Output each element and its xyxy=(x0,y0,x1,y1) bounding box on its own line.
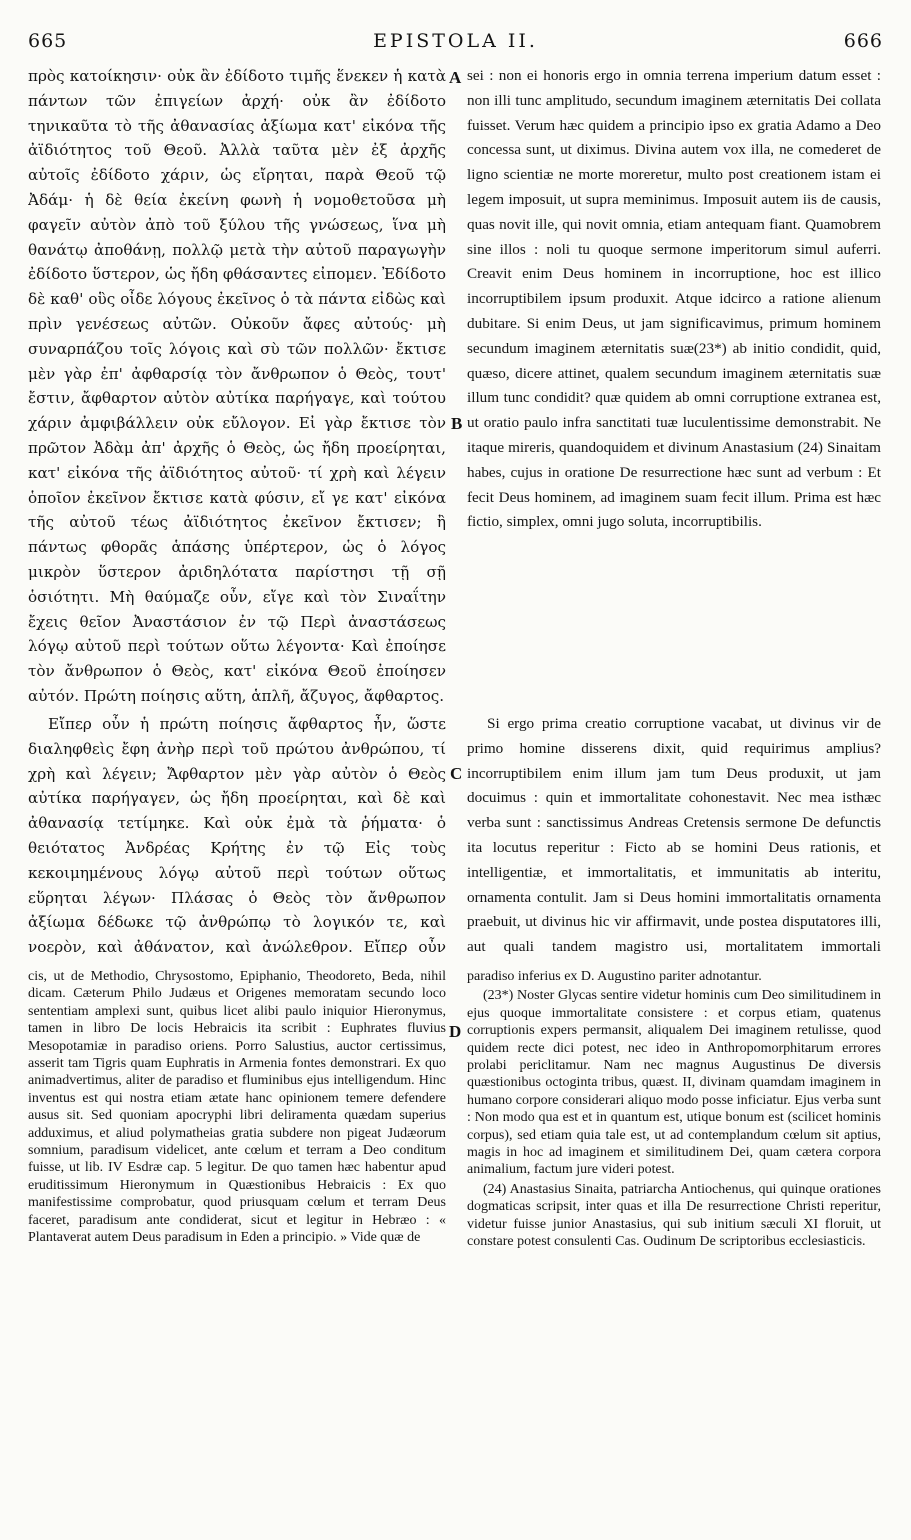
page-title: EPISTOLA II. xyxy=(373,30,538,52)
latin-paragraph-1: sei : non ei honoris ergo in omnia terrena imperium datum esset : non illi tunc amplitudo, secundum imaginem æternitatis Dei collata fuisset. Verum hæc quidem a principio ipso ex gratia Adamo a Deo concessa sunt, ut diximus. Divina autem vox illa, ne comederet de ligno scientiæ ne morte moreretur, multo post creationem istam ei legem imposuit, ut supra meminimus. Imposuit autem iis de causis, quas novit ille, qui novit omnia, etiam antequam fiant. Quamobrem sine illos : noli tu quoque sermone imperitorum simul auferri. Creavit enim Deus hominem in incorruptione, hoc est illico incorruptibilem ipsum produxit. Atque idcirco a ratione alienum dubitare. Si enim Deus, ut jam significavimus, primum hominem secundum imaginem æternitatis suæ(23*) ab initio condidit, quid, quæso, dicere attinet, qualem secundum imaginem æternitatis suæ illum tunc condidit? quæ quidem ab omni corruptione extranea est, ut oratio paulo infra sanctitati tuæ luculentissime demonstrabit. Ne itaque mireris, quandoquidem et divinum Anastasium (24) Sinaitam habes, cujus in oratione De resurrectione hæc sunt ad verbum : Et fecit Deus hominem, ad imaginem suam fecit illum. Prima est hæc fictio, simplex, omni jugo soluta, incorruptibilis. xyxy=(467,67,881,531)
footnotes-right xyxy=(467,968,881,1520)
greek-column-upper xyxy=(28,64,446,704)
greek-paragraph-2: Εἴπερ οὖν ἡ πρώτη ποίησις ἄφθαρτος ἦν, ὥστε διαληφθεὶς ἔφη ἀνὴρ περὶ τοῦ πρώτου ἀνθρώπου, τί χρὴ καὶ λέγειν; Ἄφθαρτον μὲν γὰρ αὐτὸν ὁ Θεὸς αὐτίκα παρήγαγεν, ὡς ἤδη προείρηται, καὶ δὲ καὶ ἀθανασίᾳ τετίμηκε. Καὶ οὐκ ἐμὰ τὰ ῥήματα· ὁ θειότατος Ἀνδρέας Κρήτης ἐν τῷ Εἰς τοὺς κεκοιμημένους λόγῳ αὐτοῦ περὶ τούτων οὕτως εὕρηται λέγων· Πλάσας ὁ Θεὸς τὸν ἄνθρωπον ἀξίωμα δέδωκε τῷ ἀνθρώπῳ τὸ λογικόν τε, καὶ νοερὸν, καὶ ἀθάνατον, καὶ ἀνώλεθρον. Εἴπερ οὖν xyxy=(28,715,446,957)
margin-marker-a: A xyxy=(449,68,462,87)
page-number-right: 666 xyxy=(843,30,883,52)
page-number-left: 665 xyxy=(28,30,68,52)
margin-marker-d: D xyxy=(449,1022,462,1041)
footnote-24: (24) Anastasius Sinaita, patriarcha Antiochenus, qui quinque orationes dogmaticas scripsit, inter quas et illa De resurrectione Christi reperitur, videtur fuisse junior Anastasius, qui sub initium sæculi XI floruit, ut constare potest consulenti Cas. Oudinum De scriptoribus ecclesiasticis. xyxy=(467,1181,881,1250)
greek-paragraph-1: πρὸς κατοίκησιν· οὐκ ἂν ἐδίδοτο τιμῆς ἕνεκεν ἡ κατὰ πάντων τῶν ἐπιγείων ἀρχή· οὐκ ἂν ἐδίδοτο τηνικαῦτα τὸ τῆς ἀθανασίας ἀξίωμα κατ' εἰκόνα τῆς ἀϊδιότητος τοῦ Θεοῦ. Ἀλλὰ ταῦτα μὲν ἐξ ἀρχῆς αὐτοῖς ἐδίδοτο χάριν, ὡς εἴρηται, παρὰ Θεοῦ τῷ Ἀδάμ· ἡ δὲ θεία ἐκείνη φωνὴ ἡ νομοθετοῦσα μὴ φαγεῖν αὐτὸν ἀπὸ τοῦ ξύλου τῆς γνώσεως, ἵνα μὴ θανάτῳ ἀποθάνῃ, πολλῷ μετὰ τὴν αὐτοῦ παραγωγὴν ἐδίδοτο ὕστερον, ὡς ἤδη φθάσαντες εἰπομεν. Ἐδίδοτο δὲ καθ' οὓς οἶδε λόγους ἐκεῖνος ὁ τὰ πάντα εἰδὼς καὶ πρὶν γενέσεως αὐτῶν. Οὐκοῦν ἄφες αὐτούς· μὴ συναρπάζου τοῖς λόγοις καὶ σὺ τῶν πολλῶν· ἔκτισε μὲν γὰρ ἐπ' ἀφθαρσίᾳ τὸν ἄνθρωπον ὁ Θεὸς, τουτ' ἔστιν, ἄφθαρτον αὐτὸν αὐτίκα παρήγαγε, καὶ τούτου χάριν ἀμφιβάλλειν οὐκ εὔλογον. Εἰ γὰρ ἔκτισε τὸν πρῶτον Ἀδὰμ ἀπ' ἀρχῆς ὁ Θεὸς, ὡς ἤδη προείρηται, κατ' εἰκόνα τῆς ἀϊδιότητος αὐτοῦ· τί χρὴ καὶ λέγειν ὁποῖον ἐκεῖνον ἔκτισε κατὰ φύσιν, εἴ γε κατ' εἰκόνα τῆς αὐτοῦ τέως ἀϊδιότητος ἐκεῖνον ἔκτισεν; ἢ πάντως φθορᾶς ἁπάσης ὑπέρτερον, ὡς ὁ λόγος μικρὸν ὕστερον ἀριδηλότατα παρίστησι τῇ σῇ ὁσιότητι. Μὴ θαύμαζε οὖν, εἴγε καὶ τὸν Σιναΐτην ἔχεις θεῖον Ἀναστάσιον ἐν τῷ Περὶ ἀναστάσεως λόγῳ αὐτοῦ περὶ τούτων οὕτω λέγοντα· Καὶ ἐποίησε τὸν ἄνθρωπον ὁ Θεὸς, κατ' εἰκόνα Θεοῦ ἐποίησεν αὐτόν. Πρώτη ποίησις αὕτη, ἁπλῆ, ἄζυγος, ἄφθαρτος. xyxy=(28,67,446,704)
footnote-continuation: cis, ut de Methodio, Chrysostomo, Epiphanio, Theodoreto, Beda, nihil dicam. Cæterum Philo Judæus et Origenes memoratam secundo loco sententiam amplexi sunt, quibus licet alibi paulo iniquior Hieronymus, tamen in libro De locis Hebraicis ita scribit : Euphrates fluvius Mesopotamiæ in paradiso oriens. Porro Salustius, auctor certissimus, asserit tam Tigris quam Euphratis in Armenia fontes demonstrari. Ex quo animadvertimus, aliter de paradiso et fluminibus ejus intelligendum. Hinc inventus est qui nostra etiam ætate hanc opinionem temere defendere ausus sit. Sed quoniam apocryphi libri deliramenta quædam superius adduximus, et aliud polymatheias gratia subdere non pigeat Judæorum somnium, paradisum videlicet, ante cœlum et terram a Deo conditum fuisse, ut lib. IV Esdræ cap. 5 legitur. De quo tamen hæc habentur apud eruditissimum Hieronymum in Quæstionibus Hebraicis : Ex quo manifestissime comprobatur, quod priusquam cœlum et terram Deus faceret, paradisum ante condiderat, sicut et legitur in Hebræo : « Plantaverat autem Deus paradisum in Eden a principio. » Vide quæ de xyxy=(28,969,446,1246)
margin-marker-b: B xyxy=(451,414,463,433)
footnote-continuation-right: paradiso inferius ex D. Augustino pariter adnotantur. xyxy=(467,969,762,984)
footnotes-left xyxy=(28,968,446,1520)
latin-column-lower xyxy=(467,712,881,960)
margin-marker-c: C xyxy=(450,764,463,783)
latin-column-upper xyxy=(467,64,881,704)
latin-paragraph-2: Si ergo prima creatio corruptione vacabat, ut divinus vir de primo homine disserens dixit, quid requirimus amplius? incorruptibilem enim illum jam tum Deus produxit, ut jam docuimus : quin et immortalitate cohonestavit. Nec mea isthæc verba sunt : sanctissimus Andreas Cretensis sermone De defunctis ita locutus reperitur : Ficto ab se homini Deus rationis, et intelligentiæ, et immortalitatis, et immunitatis ab interitu, ornamenta contulit. Jam si Deus homini immortalitatis ornamenta praebuit, ut divinus hic vir affirmavit, unde postea disputatores illi, aut quali tandem magistro usi, mortalitatem immortali xyxy=(467,715,881,956)
page-header xyxy=(28,30,883,60)
greek-column-lower xyxy=(28,712,446,960)
footnote-23: (23*) Noster Glycas sentire videtur hominis cum Deo similitudinem in ejus quoque immortalitate consistere : et corpus etiam, quatenus corruptionis expers permansit, aliqualem Dei imaginem retulisse, quod quidem recte dici potest, nec ideo in Anthropomorphitarum errores prolabi periclitamur. Nam nec magnus Augustinus De diversis quæstionibus octoginta tribus, quæst. II, divinam quamdam imaginem in humano corpore considerari aliquo modo posse inficiatur. Ejus verba sunt : Non modo qua est et in quantum est, utique bonum est (scilicet hominis corpus), sed etiam quia tale est, ut ad contemplandum cœlum sit aptius, magis in hoc ad imaginem et similitudinem Dei, quam cætera corpora animalium, factum jure videri potest. xyxy=(467,988,881,1178)
